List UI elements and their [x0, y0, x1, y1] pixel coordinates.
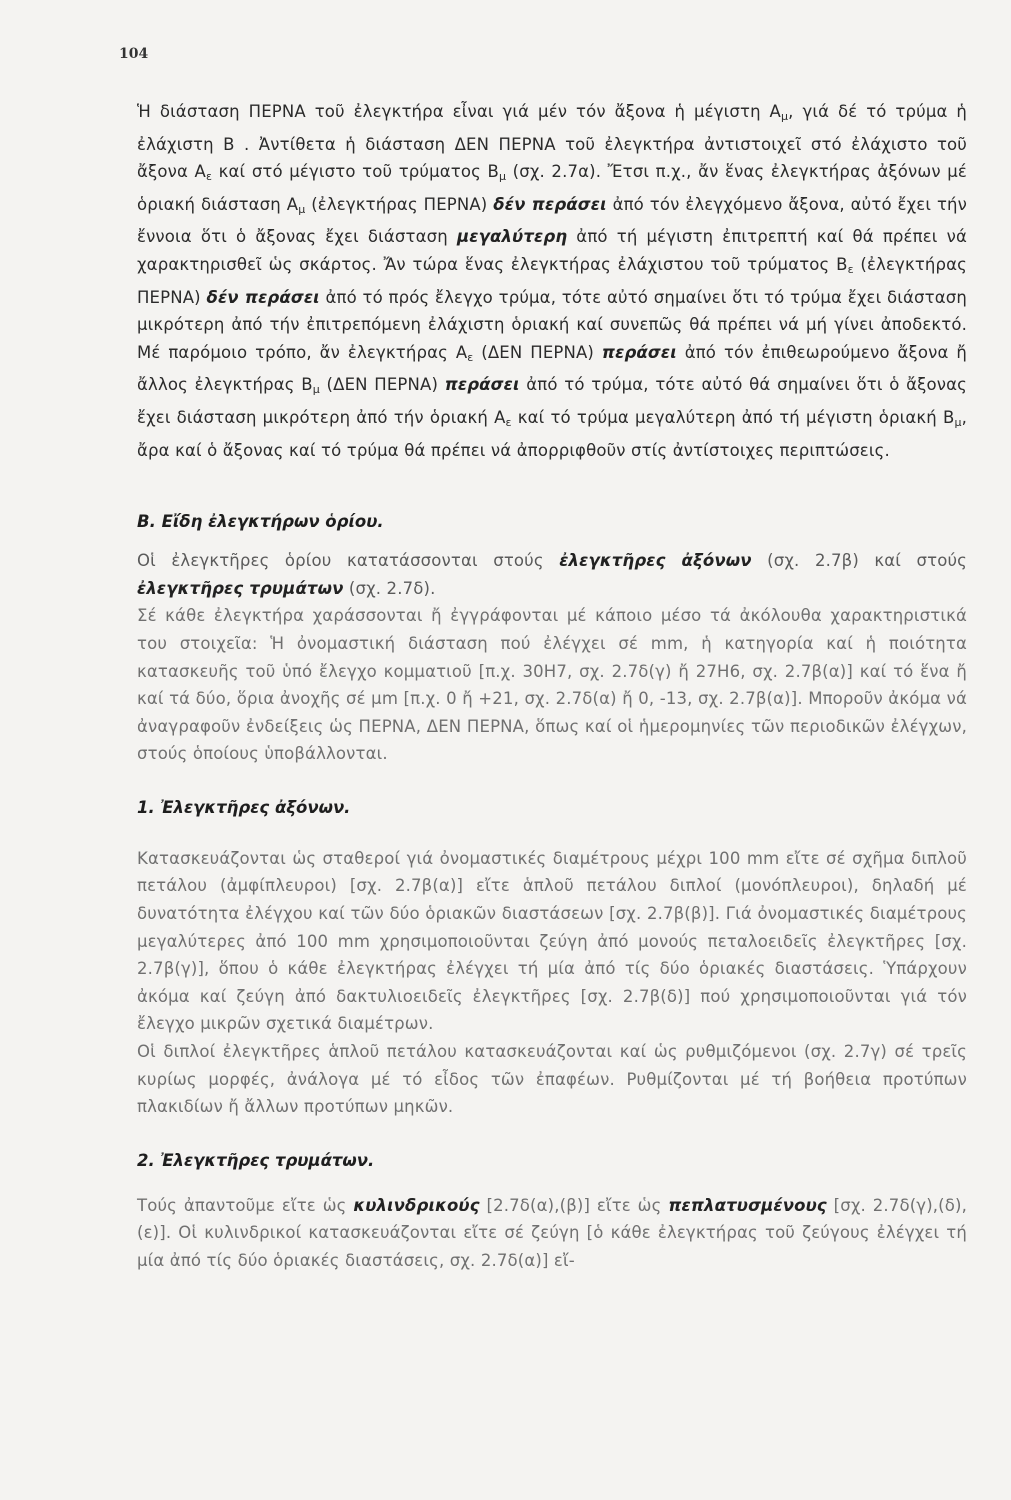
page-content [137, 98, 967, 1275]
paragraph-hole-gauges: Τούς ἀπαντοῦμε εἴτε ὡς κυλινδρικούς [2.7δ(α),(β)] εἴτε ὡς πεπλατυσμένους [σχ. 2.7δ(γ),(δ),(ε)]. Οἱ κυλινδρικοί κατασκευάζονται εἴτε σέ ζεύγη [ὁ κάθε ἐλεγκτήρας τοῦ ζεύγους ἐλέγχει τή μία ἀπό τίς δύο ὁριακές διαστάσεις, σχ. 2.7δ(α)] εἴ- [137, 1195, 967, 1270]
page-number: 104 [119, 46, 149, 62]
paragraph-gauge-dimensions: Ἡ διάσταση ΠΕΡΝΑ τοῦ ἐλεγκτήρα εἶναι γιά μέν τόν ἄξονα ἡ μέγιστη $A_\mu$, γιά δέ τό τρύμα ἡ ἐλάχιστη Β . Ἀντίθετα ἡ διάσταση ΔΕΝ ΠΕΡΝΑ τοῦ ἐλεγκτήρα ἀντιστοιχεῖ στό ἐλάχιστο τοῦ ἄξονα $A_\varepsilon$ καί στό μέγιστο τοῦ τρύματος $B_\mu$ (σχ. 2.7α). Ἔτσι π.χ., ἄν ἕνας ἐλεγκτήρας ἀξόνων μέ ὁριακή διάσταση $A_\mu$ (ἐλεγκτήρας ΠΕΡΝΑ) δέν περάσει ἀπό τόν ἐλεγχόμενο ἄξονα, αὐτό ἔχει τήν ἔννοια ὅτι ὁ ἄξονας ἔχει διάσταση μεγαλύτερη ἀπό τή μέγιστη ἐπιτρεπτή καί θά πρέπει νά χαρακτηρισθεῖ ὡς σκάρτος. Ἄν τώρα ἕνας ἐλεγκτήρας ἐλάχιστου τοῦ τρύματος $B_\varepsilon$ (ἐλεγκτήρας ΠΕΡΝΑ) δέν περάσει ἀπό τό πρός ἔλεγχο τρύμα, τότε αὐτό σημαίνει ὅτι τό τρύμα ἔχει διάσταση μικρότερη ἀπό τήν ἐπιτρεπόμενη ἐλάχιστη ὁριακή καί συνεπῶς θά πρέπει νά μή γίνει ἀποδεκτό. Μέ παρόμοιο τρόπο, ἄν ἐλεγκτήρας $A_\varepsilon$ (ΔΕΝ ΠΕΡΝΑ) περάσει ἀπό τόν ἐπιθεωρούμενο ἄξονα ἤ ἄλλος ἐλεγκτήρας $B_\mu$ (ΔΕΝ ΠΕΡΝΑ) περάσει ἀπό τό τρύμα, τότε αὐτό θά σημαίνει ὅτι ὁ ἄξονας ἔχει διάσταση μικρότερη ἀπό τήν ὁριακή $A_\varepsilon$ καί τό τρύμα μεγαλύτερη ἀπό τή μέγιστη ὁριακή $B_\mu$, ἄρα καί ὁ ἄξονας καί τό τρύμα θά πρέπει νά ἀπορριφθοῦν στίς ἀντίστοιχες περιπτώσεις. [137, 102, 968, 460]
heading-hole-gauges: 2. Ἐλεγκτῆρες τρυμάτων. [137, 1150, 375, 1170]
paragraph-shaft-gauges: Κατασκευάζονται ὡς σταθεροί γιά ὀνομαστικές διαμέτρους μέχρι 100 mm εἴτε σέ σχῆμα διπλοῦ πετάλου (ἀμφίπλευροι) [σχ. 2.7β(α)] εἴτε ἁπλοῦ πετάλου διπλοί (μονόπλευροι), δηλαδή μέ δυνατότητα ἐλέγχου καί τῶν δύο ὁριακῶν διαστάσεων [σχ. 2.7β(β)]. Γιά ὀνομαστικές διαμέτρους μεγαλύτερες ἀπό 100 mm χρησιμοποιοῦνται ζεύγη ἀπό μονούς πεταλοειδεῖς ἐλεγκτῆρες [σχ. 2.7β(γ)], ὅπου ὁ κάθε ἐλεγκτήρας ἐλέγχει τή μία ἀπό τίς δύο ὁριακές διαστάσεις. Ὑπάρχουν ἀκόμα καί ζεύγη ἀπό δακτυλιοειδεῖς ἐλεγκτῆρες [σχ. 2.7β(δ)] πού χρησιμοποιοῦνται γιά τόν ἔλεγχο μικρῶν σχετικά διαμέτρων. [137, 848, 967, 1034]
heading-shaft-gauges: 1. Ἐλεγκτῆρες ἀξόνων. [137, 797, 351, 817]
paragraph-gauge-markings: Σέ κάθε ἐλεγκτήρα χαράσσονται ἤ ἐγγράφονται μέ κάποιο μέσο τά ἀκόλουθα χαρακτηριστικά του στοιχεῖα: Ἡ ὀνομαστική διάσταση πού ἐλέγχει σέ mm, ἡ κατηγορία καί ἡ ποιότητα κατασκευῆς τοῦ ὑπό ἔλεγχο κομματιοῦ [π.χ. 30Η7, σχ. 2.7δ(γ) ἤ 27Η6, σχ. 2.7β(α)] καί τό ἕνα ἤ καί τά δύο, ὅρια ἀνοχῆς σέ μm [π.χ. 0 ἤ +21, σχ. 2.7δ(α) ἤ 0, -13, σχ. 2.7β(α)]. Μποροῦν ἀκόμα νά ἀναγραφοῦν ἐνδείξεις ὡς ΠΕΡΝΑ, ΔΕΝ ΠΕΡΝΑ, ὅπως καί οἱ ἡμερομηνίες τῶν περιοδικῶν ἐλέγχων, στούς ὁποίους ὑποβάλλονται. [137, 606, 967, 764]
paragraph-adjustable-gauges: Οἱ διπλοί ἐλεγκτῆρες ἁπλοῦ πετάλου κατασκευάζονται καί ὡς ρυθμιζόμενοι (σχ. 2.7γ) σέ τρεῖς κυρίως μορφές, ἀνάλογα μέ τό εἶδος τῶν ἐπαφέων. Ρυθμίζονται μέ τή βοήθεια προτύπων πλακιδίων ἤ ἄλλων προτύπων μηκῶν. [137, 1042, 967, 1117]
heading-gauge-types: Β. Εἴδη ἐλεγκτήρων ὁρίου. [137, 512, 384, 532]
paragraph-gauge-classification: Οἱ ἐλεγκτῆρες ὁρίου κατατάσσονται στούς ἐλεγκτῆρες ἀξόνων (σχ. 2.7β) καί στούς ἐλεγκτῆρες τρυμάτων (σχ. 2.7δ). [137, 551, 967, 598]
